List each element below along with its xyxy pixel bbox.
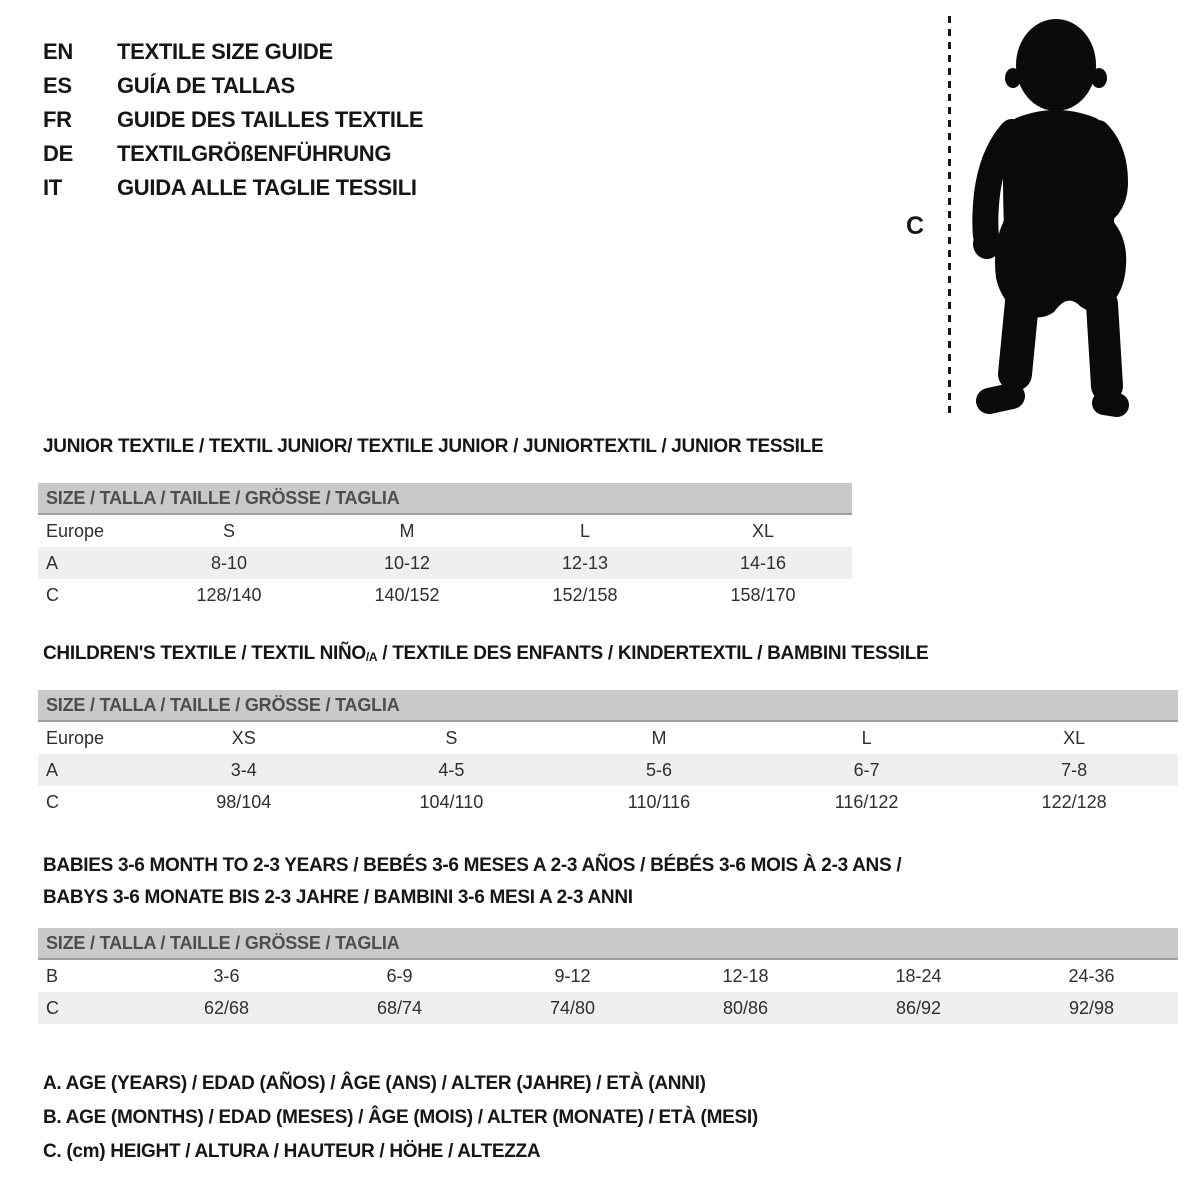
language-row-fr	[43, 103, 423, 137]
children-size-table	[38, 690, 1178, 818]
table-row-age	[38, 754, 1178, 786]
row-label: A	[46, 760, 59, 780]
height-cell: 98/104	[216, 792, 272, 812]
row-label: C	[46, 792, 59, 812]
table-row-age	[38, 547, 852, 579]
section-title-children-sub: /A	[365, 650, 378, 664]
section-title-children-main: CHILDREN'S TEXTILE / TEXTIL NIÑO	[43, 643, 366, 664]
row-label: A	[46, 553, 59, 573]
age-cell: 14-16	[739, 553, 787, 573]
language-row-de	[43, 137, 423, 171]
months-cell: 6-9	[386, 966, 413, 986]
legend-line-age-months: B. AGE (MONTHS) / EDAD (MESES) / ÂGE (MOIS) / ALTER (MONATE) / ETÀ (MESI)	[43, 1107, 758, 1128]
months-cell: 9-12	[554, 966, 591, 986]
height-cell: 140/152	[374, 585, 440, 605]
height-cell: 68/74	[376, 998, 423, 1018]
size-header-bar: SIZE / TALLA / TAILLE / GRÖSSE / TAGLIA	[38, 483, 852, 515]
language-header	[43, 35, 423, 205]
height-cell: 110/116	[627, 792, 691, 812]
age-cell: 6-7	[853, 760, 880, 780]
height-measure-dashed-line	[948, 16, 951, 416]
height-cell: 158/170	[730, 585, 796, 605]
table-row-height	[38, 579, 852, 611]
height-measure-label: C	[906, 212, 925, 240]
guide-title-es: GUÍA DE TALLAS	[117, 73, 295, 98]
language-code: FR	[43, 107, 72, 132]
junior-size-table	[38, 483, 852, 611]
age-cell: 4-5	[438, 760, 465, 780]
height-cell: 80/86	[722, 998, 769, 1018]
section-title-babies-line1: BABIES 3-6 MONTH TO 2-3 YEARS / BEBÉS 3-6 MESES A 2-3 AÑOS / BÉBÉS 3-6 MOIS À 2-3 ANS /	[43, 855, 902, 876]
legend-line-height-cm: C. (cm) HEIGHT / ALTURA / HAUTEUR / HÖHE / ALTEZZA	[43, 1141, 541, 1162]
guide-title-it: GUIDA ALLE TAGLIE TESSILI	[117, 175, 417, 200]
table-row-height	[38, 786, 1178, 818]
months-cell: 24-36	[1068, 966, 1115, 986]
months-cell: 12-18	[722, 966, 769, 986]
size-cell: XL	[751, 521, 775, 541]
size-cell: L	[861, 728, 872, 748]
size-cell: L	[579, 521, 590, 541]
language-code: ES	[43, 73, 72, 98]
height-cell: 128/140	[196, 585, 262, 605]
size-header-bar: SIZE / TALLA / TAILLE / GRÖSSE / TAGLIA	[38, 690, 1178, 722]
height-cell: 74/80	[549, 998, 596, 1018]
age-cell: 10-12	[383, 553, 431, 573]
table-row-europe	[38, 515, 852, 547]
row-label: B	[46, 966, 59, 986]
section-title-babies	[43, 850, 901, 914]
row-label: C	[46, 998, 59, 1018]
age-cell: 7-8	[1061, 760, 1088, 780]
legend-line-age-years: A. AGE (YEARS) / EDAD (AÑOS) / ÂGE (ANS) / ALTER (JAHRE) / ETÀ (ANNI)	[43, 1073, 706, 1094]
height-cell: 86/92	[895, 998, 942, 1018]
row-label: C	[46, 585, 59, 605]
guide-title-fr: GUIDE DES TAILLES TEXTILE	[117, 107, 424, 132]
measurement-legend	[43, 1067, 758, 1169]
language-code: DE	[43, 141, 73, 166]
months-cell: 3-6	[213, 966, 240, 986]
language-code: IT	[43, 175, 62, 200]
age-cell: 8-10	[210, 553, 248, 573]
babies-size-table	[38, 928, 1178, 1024]
row-label: Europe	[46, 521, 105, 541]
size-header-bar: SIZE / TALLA / TAILLE / GRÖSSE / TAGLIA	[38, 928, 1178, 960]
age-cell: 3-4	[230, 760, 257, 780]
guide-title-en: TEXTILE SIZE GUIDE	[117, 39, 333, 64]
age-cell: 12-13	[561, 553, 609, 573]
size-cell: M	[651, 728, 667, 748]
age-cell: 5-6	[645, 760, 672, 780]
height-cell: 152/158	[552, 585, 618, 605]
size-cell: S	[222, 521, 235, 541]
months-cell: 18-24	[895, 966, 942, 986]
table-row-europe	[38, 722, 1178, 754]
size-cell: XL	[1063, 728, 1086, 748]
size-cell: S	[445, 728, 458, 748]
guide-title-de: TEXTILGRÖßENFÜHRUNG	[117, 141, 392, 166]
height-cell: 122/128	[1041, 792, 1107, 812]
language-code: EN	[43, 39, 73, 64]
language-row-it	[43, 171, 423, 205]
language-row-es	[43, 69, 423, 103]
height-cell: 92/98	[1068, 998, 1115, 1018]
height-cell: 116/122	[834, 792, 899, 812]
section-title-babies-line2: BABYS 3-6 MONATE BIS 2-3 JAHRE / BAMBINI 3-6 MESI A 2-3 ANNI	[43, 887, 633, 908]
size-cell: M	[399, 521, 415, 541]
toddler-silhouette-icon	[958, 14, 1148, 420]
height-cell: 104/110	[419, 792, 484, 812]
table-row-height	[38, 992, 1178, 1024]
section-title-children-rest: / TEXTILE DES ENFANTS / KINDERTEXTIL / BAMBINI TESSILE	[377, 643, 929, 664]
table-row-months	[38, 960, 1178, 992]
section-title-children	[43, 643, 928, 665]
size-cell: XS	[231, 728, 256, 748]
height-cell: 62/68	[203, 998, 250, 1018]
section-title-junior: JUNIOR TEXTILE / TEXTIL JUNIOR/ TEXTILE JUNIOR / JUNIORTEXTIL / JUNIOR TESSILE	[43, 436, 824, 457]
language-row-en	[43, 35, 423, 69]
row-label: Europe	[46, 728, 105, 748]
